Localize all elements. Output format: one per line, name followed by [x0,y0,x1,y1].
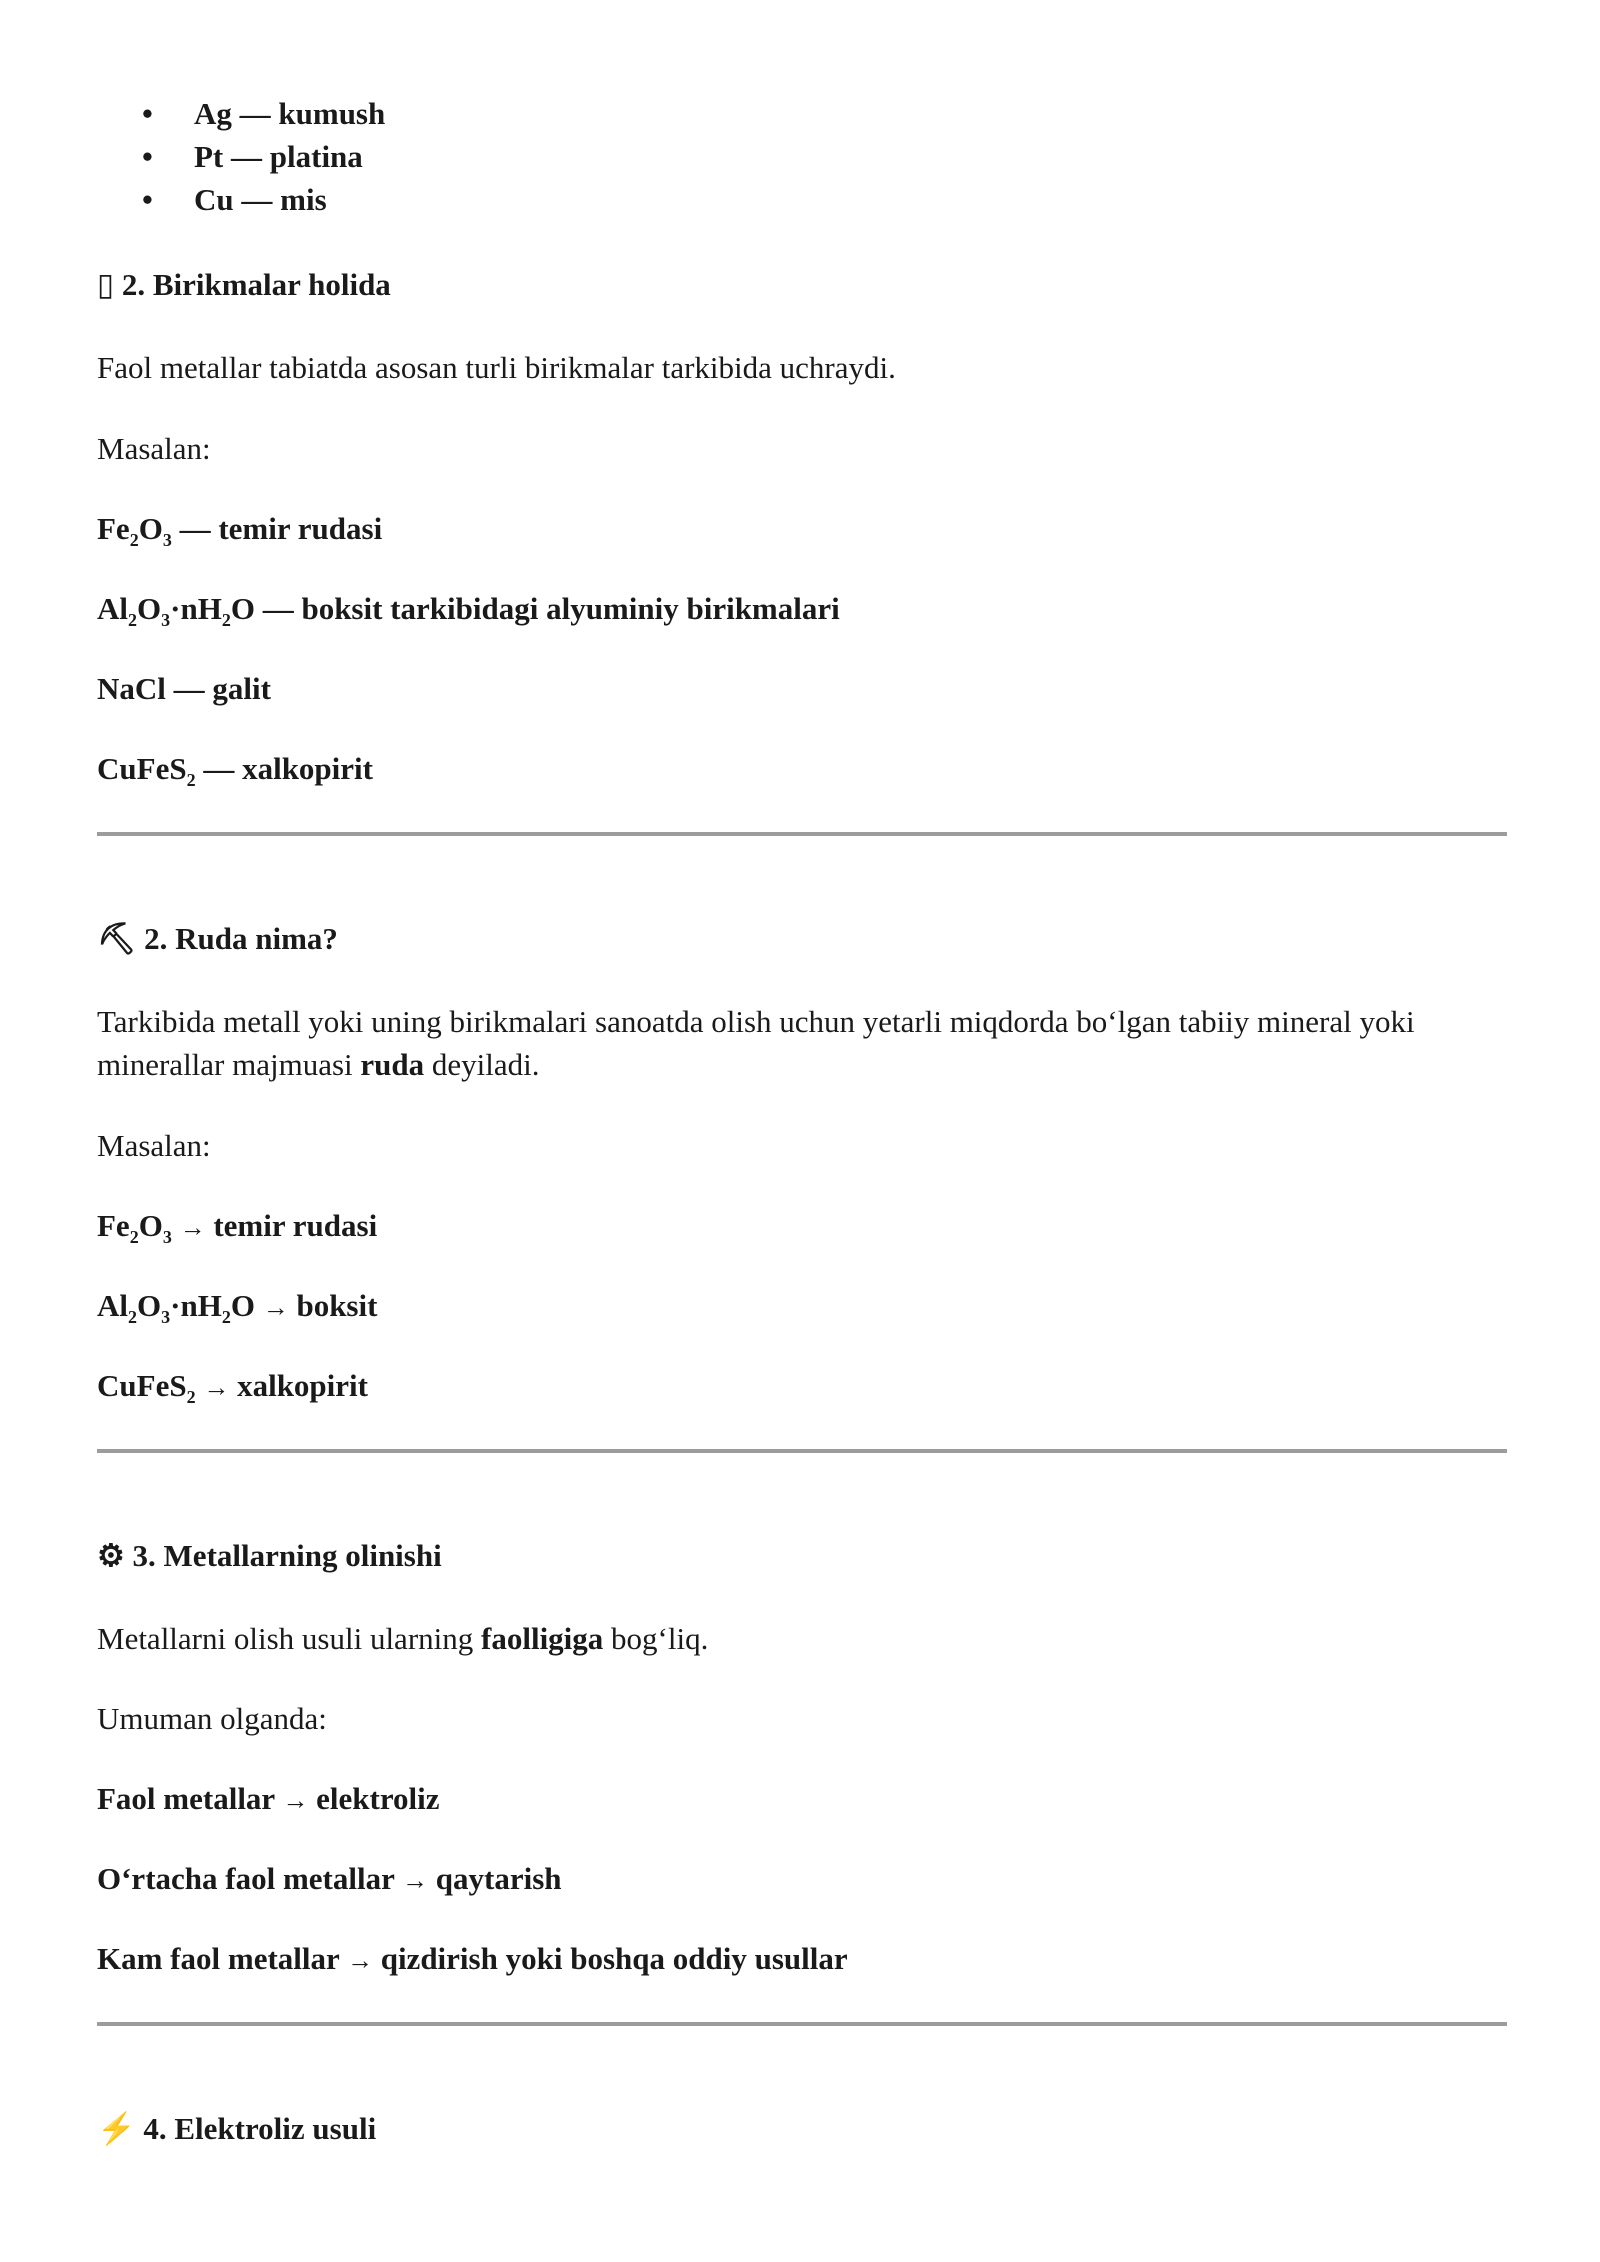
method-name: elektroliz [316,1781,440,1816]
metal-name: platina [269,139,363,174]
formula: NaCl [97,671,166,706]
heading-text: 2. Ruda nima? [144,921,338,956]
arrow-icon: → [282,1786,309,1815]
compound-line [97,667,1507,710]
heading-text: 2. Birikmalar holida [121,267,391,302]
example-label: Masalan: [97,431,211,466]
general-label: Umuman olganda: [97,1701,327,1736]
ore-line [97,1284,1507,1329]
method-line [97,1857,1507,1902]
gear-icon: ⚙ [97,1538,125,1573]
compound-desc: temir rudasi [218,511,383,546]
separator: — [165,671,213,706]
separator: — [254,591,302,626]
metal-group: Kam faol metallar [97,1941,340,1976]
compound-desc: boksit tarkibidagi alyuminiy birikmalari [301,591,840,626]
list-item: • Cu — mis [97,178,1507,221]
intro-term: faolligiga [481,1621,604,1656]
ore-line [97,1364,1507,1409]
production-item-2 [97,1857,1507,1902]
ore-line [97,1204,1507,1249]
section-heading [97,263,1507,306]
list-item: • Pt — platina [97,135,1507,178]
arrow-icon: → [402,1866,429,1895]
compound-item-3 [97,667,1507,710]
compound-item-1 [97,507,1507,550]
formula: CuFeS$_2$ [97,1368,196,1407]
divider-1 [97,832,1507,836]
paragraph [97,1000,1507,1086]
compound-item-2 [97,587,1507,630]
list-item: • Ag — kumush [97,92,1507,135]
arrow-icon: → [262,1293,289,1322]
divider-3 [97,2022,1507,2026]
missing-glyph-icon: ▯ [97,267,115,302]
paragraph [97,1617,1507,1660]
ore-example-label-block [97,1124,1507,1167]
formula: $Fe_2O_3$ [97,1208,172,1247]
section-heading [97,917,1507,960]
metal-list-block [97,92,1507,221]
production-general-label-block [97,1697,1507,1740]
compound-line [97,747,1507,790]
arrow-icon: → [179,1213,206,1242]
compound-line [97,507,1507,550]
lightning-icon: ⚡ [97,2111,136,2146]
formula: $Al_2O_3\cdot nH_2O$ [97,1288,255,1327]
metal-group: O‘rtacha faol metallar [97,1861,395,1896]
paragraph: Faol metallar tabiatda asosan turli birikmalar tarkibida uchraydi. [97,350,896,385]
example-label: Masalan: [97,1128,211,1163]
compounds-example-label-block [97,427,1507,470]
compound-item-4 [97,747,1507,790]
ore-desc: xalkopirit [237,1368,368,1403]
formula: $Fe_2O_3$ [97,511,172,550]
metal-symbol: Cu [194,182,234,217]
production-item-3 [97,1937,1507,1982]
compound-desc: xalkopirit [242,751,373,786]
arrow-icon: → [203,1373,230,1402]
divider-2 [97,1449,1507,1453]
definition-term: ruda [360,1047,425,1082]
production-item-1 [97,1777,1507,1822]
compound-line [97,587,1507,630]
bullet-icon: • [142,96,153,131]
separator: — [171,511,219,546]
section-production [97,1534,1507,1577]
ore-item-2 [97,1284,1507,1329]
ore-item-1 [97,1204,1507,1249]
ore-item-3 [97,1364,1507,1409]
arrow-icon: → [346,1946,373,1975]
production-intro-block [97,1617,1507,1660]
ore-definition-block [97,1000,1507,1086]
metal-symbol: Ag [194,96,232,131]
separator: — [195,751,243,786]
pick-icon: ⛏ [97,921,137,956]
horizontal-rule [97,2022,1507,2026]
ore-desc: temir rudasi [213,1208,378,1243]
section-heading [97,2107,1507,2150]
intro-text-end: bog‘liq. [603,1621,709,1656]
definition-text-end: deyiladi. [424,1047,540,1082]
method-name: qaytarish [435,1861,562,1896]
formula: CuFeS$_2$ [97,751,196,790]
ore-desc: boksit [296,1288,378,1323]
heading-text: 3. Metallarning olinishi [132,1538,442,1573]
bullet-icon: • [142,182,153,217]
metal-list [97,92,1507,221]
section-compounds [97,263,1507,306]
heading-text: 4. Elektroliz usuli [143,2111,377,2146]
compound-desc: galit [212,671,271,706]
definition-text: Tarkibida metall yoki uning birikmalari sanoatda olish uchun yetarli miqdorda bo‘lgan tabiiy mineral yoki minerallar majmuasi [97,1004,1415,1082]
metal-name: mis [280,182,327,217]
horizontal-rule [97,832,1507,836]
method-line [97,1777,1507,1822]
section-heading [97,1534,1507,1577]
section-electrolysis [97,2107,1507,2150]
intro-text: Metallarni olish usuli ularning [97,1621,482,1656]
compounds-intro-block [97,346,1507,389]
metal-name: kumush [278,96,386,131]
bullet-icon: • [142,139,153,174]
formula: $Al_2O_3\cdot nH_2O$ [97,591,255,630]
section-ore [97,917,1507,960]
method-name: qizdirish yoki boshqa oddiy usullar [380,1941,848,1976]
method-line [97,1937,1507,1982]
horizontal-rule [97,1449,1507,1453]
metal-group: Faol metallar [97,1781,275,1816]
metal-symbol: Pt [194,139,224,174]
